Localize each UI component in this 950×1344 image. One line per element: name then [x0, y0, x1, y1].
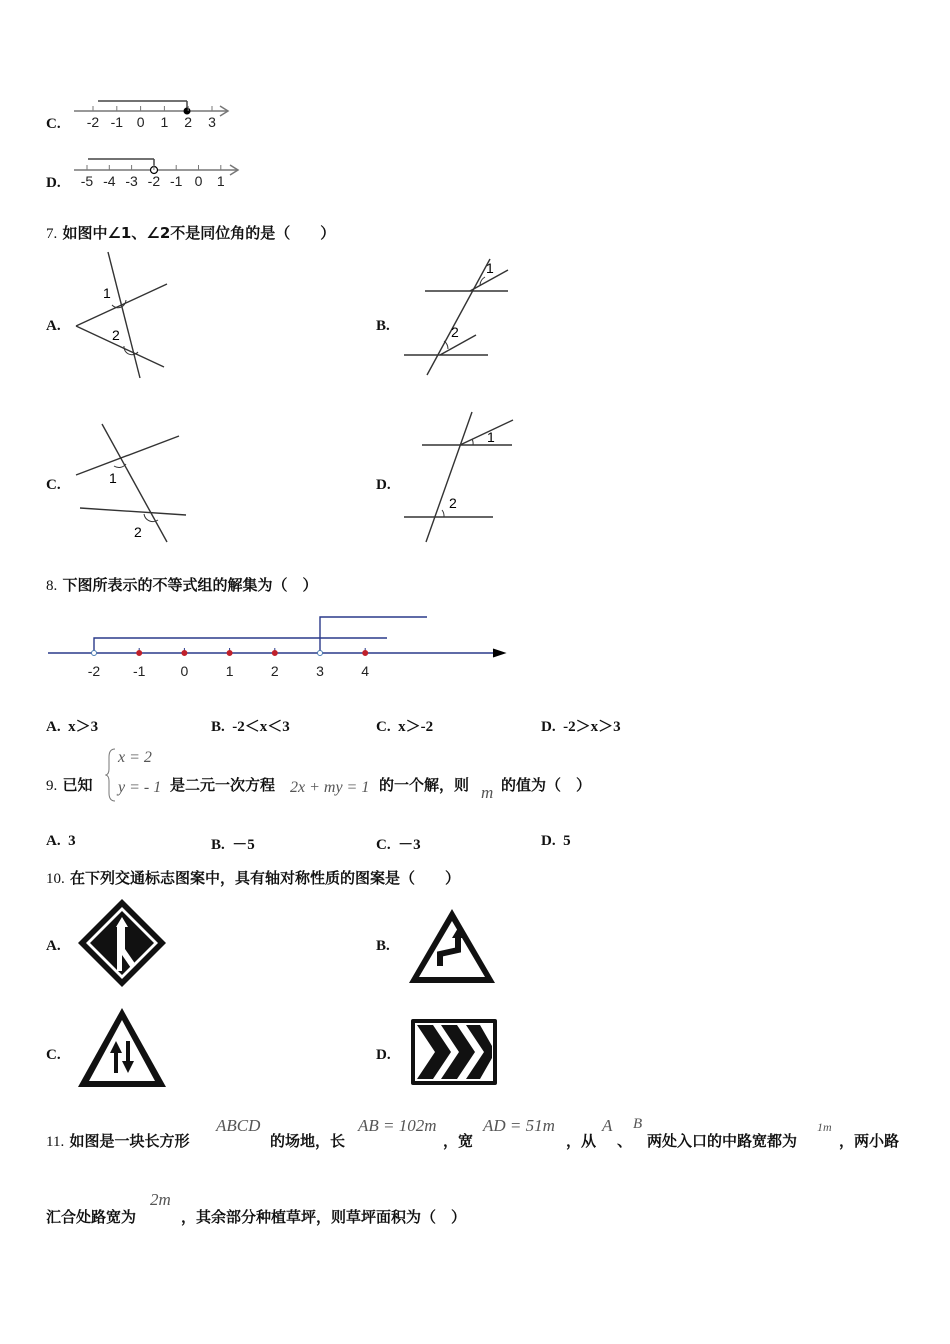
option-d[interactable]: D. -2＞x＞3 — [541, 719, 621, 735]
tick-label: -1 — [110, 114, 124, 130]
option-label: A. — [46, 318, 61, 334]
point-b: B — [633, 1116, 643, 1132]
tick-label: 0 — [136, 114, 145, 130]
question-10: 10. 在下列交通标志图案中，具有轴对称性质的图案是（ ） — [46, 869, 460, 887]
option-label: D. — [376, 1047, 391, 1063]
svg-text:2: 2 — [449, 495, 457, 511]
option-label: B. — [376, 938, 390, 954]
number-line-c — [70, 95, 240, 135]
option-label: D. — [46, 175, 61, 191]
tick-label: 1 — [160, 114, 169, 130]
question-9-prefix: 9. 已知 — [46, 776, 93, 794]
q11-text: ，两小路 — [839, 1132, 900, 1150]
angle-figure-b — [400, 255, 515, 380]
rect-name: ABCD — [216, 1116, 261, 1135]
option-c[interactable]: C. －3 — [376, 837, 421, 853]
tick-label: -2 — [147, 173, 161, 189]
tick-label: 3 — [208, 114, 216, 130]
equation: 2x + my = 1 — [290, 779, 370, 796]
option-label: A. — [46, 938, 61, 954]
junction-width: 2m — [150, 1190, 171, 1209]
option-a[interactable]: A. 3 — [46, 833, 76, 849]
point-marker — [272, 651, 277, 656]
system-eq-2: y = - 1 — [118, 779, 162, 796]
width-ad: AD = 51m — [483, 1116, 555, 1135]
angle-figure-d — [400, 408, 518, 548]
point-a: A — [602, 1116, 613, 1135]
angle-figure-c — [70, 420, 195, 545]
option-label: B. — [376, 318, 390, 334]
q11-text: ，宽 — [443, 1132, 474, 1150]
tick-label: 1 — [216, 173, 225, 189]
q11-line2-end: ，其余部分种植草坪，则草坪面积为（ ） — [181, 1208, 467, 1226]
point-marker — [363, 651, 368, 656]
q11-text: 两处入口的中路宽都为 — [647, 1132, 798, 1150]
point-marker — [92, 651, 97, 656]
system-brace — [105, 747, 117, 803]
tick-label: -2 — [87, 663, 101, 679]
question-9-mid: 是二元一次方程 — [170, 776, 276, 794]
number-line-d — [70, 153, 245, 193]
svg-text:1: 1 — [486, 260, 494, 276]
number-line-q8 — [45, 610, 515, 685]
q11-line2: 汇合处路宽为 — [46, 1208, 137, 1226]
option-b[interactable]: B. -2＜x＜3 — [211, 719, 290, 735]
chevron-sign-icon[interactable] — [408, 1016, 500, 1088]
option-d[interactable]: D. 5 — [541, 833, 571, 849]
tick-label: -2 — [86, 114, 100, 130]
point-marker — [227, 651, 232, 656]
option-label: C. — [46, 1047, 61, 1063]
q11-text: ，从 — [566, 1132, 597, 1150]
winding-road-sign-icon[interactable] — [406, 906, 498, 986]
q11-text: 、 — [617, 1132, 633, 1150]
svg-text:2: 2 — [112, 327, 120, 343]
tick-label: 1 — [225, 663, 234, 679]
option-label: C. — [46, 477, 61, 493]
option-label: C. — [46, 116, 61, 132]
svg-text:2: 2 — [451, 324, 459, 340]
var-m: m — [481, 783, 494, 802]
point-marker — [318, 651, 323, 656]
tick-label: -4 — [103, 173, 116, 189]
length-ab: AB = 102m — [358, 1116, 437, 1135]
svg-text:2: 2 — [134, 524, 142, 540]
point-marker — [137, 651, 142, 656]
point-marker — [182, 651, 187, 656]
tick-label: -3 — [125, 173, 138, 189]
tick-label: -5 — [80, 173, 94, 189]
angle-figure-a — [70, 248, 180, 383]
question-8: 8. 下图所表示的不等式组的解集为（ ） — [46, 576, 318, 594]
svg-text:1: 1 — [487, 429, 495, 445]
tick-label: 0 — [194, 173, 203, 189]
question-9-post: 的一个解，则 — [379, 776, 470, 794]
tick-label: 4 — [361, 663, 370, 679]
system-eq-1: x = 2 — [118, 749, 152, 766]
svg-text:1: 1 — [103, 285, 111, 301]
tick-label: 2 — [184, 114, 193, 130]
road-width: 1m — [817, 1120, 832, 1134]
svg-text:1: 1 — [109, 470, 117, 486]
option-a[interactable]: A. x＞3 — [46, 719, 99, 735]
two-way-traffic-sign-icon[interactable] — [76, 1005, 168, 1090]
tick-label: -1 — [132, 663, 146, 679]
tick-label: 2 — [270, 663, 279, 679]
question-7: 7. 如图中∠1、∠2不是同位角的是（ ） — [46, 224, 336, 242]
question-11-start: 11. 如图是一块长方形 — [46, 1132, 190, 1150]
option-b[interactable]: B. －5 — [211, 837, 255, 853]
q11-text: 的场地，长 — [270, 1132, 346, 1150]
merge-sign-icon[interactable] — [76, 897, 168, 989]
option-label: D. — [376, 477, 391, 493]
tick-label: -1 — [169, 173, 183, 189]
option-c[interactable]: C. x＞-2 — [376, 719, 434, 735]
tick-label: 3 — [316, 663, 324, 679]
question-9-end: 的值为（ ） — [501, 776, 592, 794]
tick-label: 0 — [180, 663, 189, 679]
